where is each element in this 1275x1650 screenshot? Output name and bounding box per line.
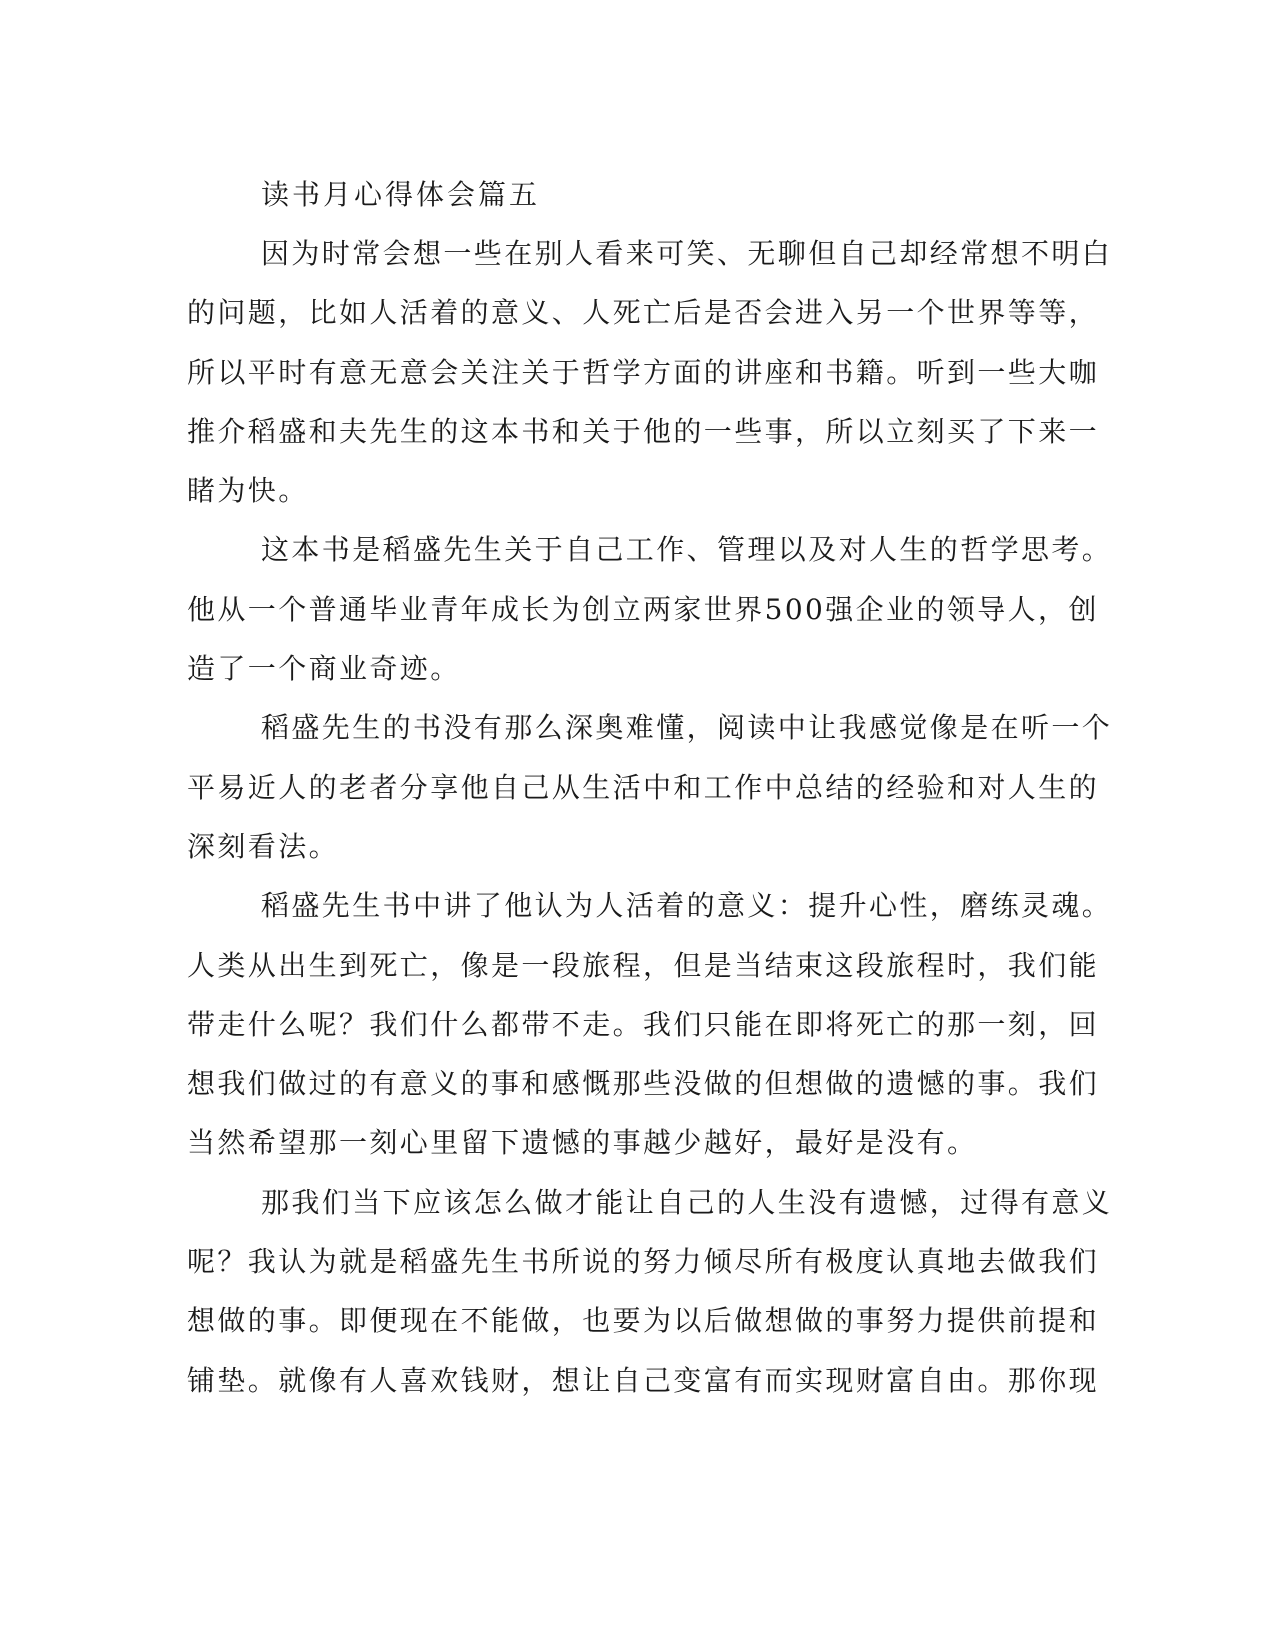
paragraph-line: 这本书是稻盛先生关于自己工作、管理以及对人生的哲学思考。 (261, 533, 1113, 567)
paragraph-line: 的问题，比如人活着的意义、人死亡后是否会进入另一个世界等等， (187, 296, 1100, 330)
paragraph-line: 想我们做过的有意义的事和感慨那些没做的但想做的遗憾的事。我们 (187, 1067, 1100, 1101)
paragraph (187, 876, 1113, 1172)
paragraph-line: 深刻看法。 (187, 829, 340, 863)
paragraph-line: 想做的事。即便现在不能做，也要为以后做想做的事努力提供前提和 (187, 1304, 1100, 1338)
paragraph-line: 呢？我认为就是稻盛先生书所说的努力倾尽所有极度认真地去做我们 (187, 1245, 1100, 1279)
paragraph-line: 推介稻盛和夫先生的这本书和关于他的一些事，所以立刻买了下来一 (187, 414, 1100, 448)
paragraph-line: 铺垫。就像有人喜欢钱财，想让自己变富有而实现财富自由。那你现 (187, 1363, 1100, 1397)
paragraph (187, 1173, 1113, 1410)
paragraph-line: 造了一个商业奇迹。 (187, 652, 461, 686)
paragraph-line: 睹为快。 (187, 474, 309, 508)
paragraph (187, 698, 1113, 876)
paragraph-line: 稻盛先生的书没有那么深奥难懂，阅读中让我感觉像是在听一个 (261, 711, 1113, 745)
paragraph-line: 所以平时有意无意会关注关于哲学方面的讲座和书籍。听到一些大咖 (187, 355, 1100, 389)
document-body (187, 166, 1113, 1410)
paragraph-line: 平易近人的老者分享他自己从生活中和工作中总结的经验和对人生的 (187, 770, 1100, 804)
paragraph-line: 因为时常会想一些在别人看来可笑、无聊但自己却经常想不明白 (261, 237, 1113, 270)
paragraph-line: 当然希望那一刻心里留下遗憾的事越少越好，最好是没有。 (187, 1126, 978, 1160)
paragraph-line: 带走什么呢？我们什么都带不走。我们只能在即将死亡的那一刻，回 (187, 1007, 1100, 1041)
paragraph (187, 520, 1113, 698)
paragraph-line: 那我们当下应该怎么做才能让自己的人生没有遗憾，过得有意义 (261, 1185, 1113, 1219)
document-title: 读书月心得体会篇五 (261, 178, 541, 211)
paragraph-line: 人类从出生到死亡，像是一段旅程，但是当结束这段旅程时，我们能 (187, 948, 1100, 982)
paragraph-line: 稻盛先生书中讲了他认为人活着的意义：提升心性，磨练灵魂。 (261, 889, 1113, 923)
paragraph-line: 他从一个普通毕业青年成长为创立两家世界500强企业的领导人，创 (187, 592, 1099, 626)
paragraph (187, 224, 1113, 520)
